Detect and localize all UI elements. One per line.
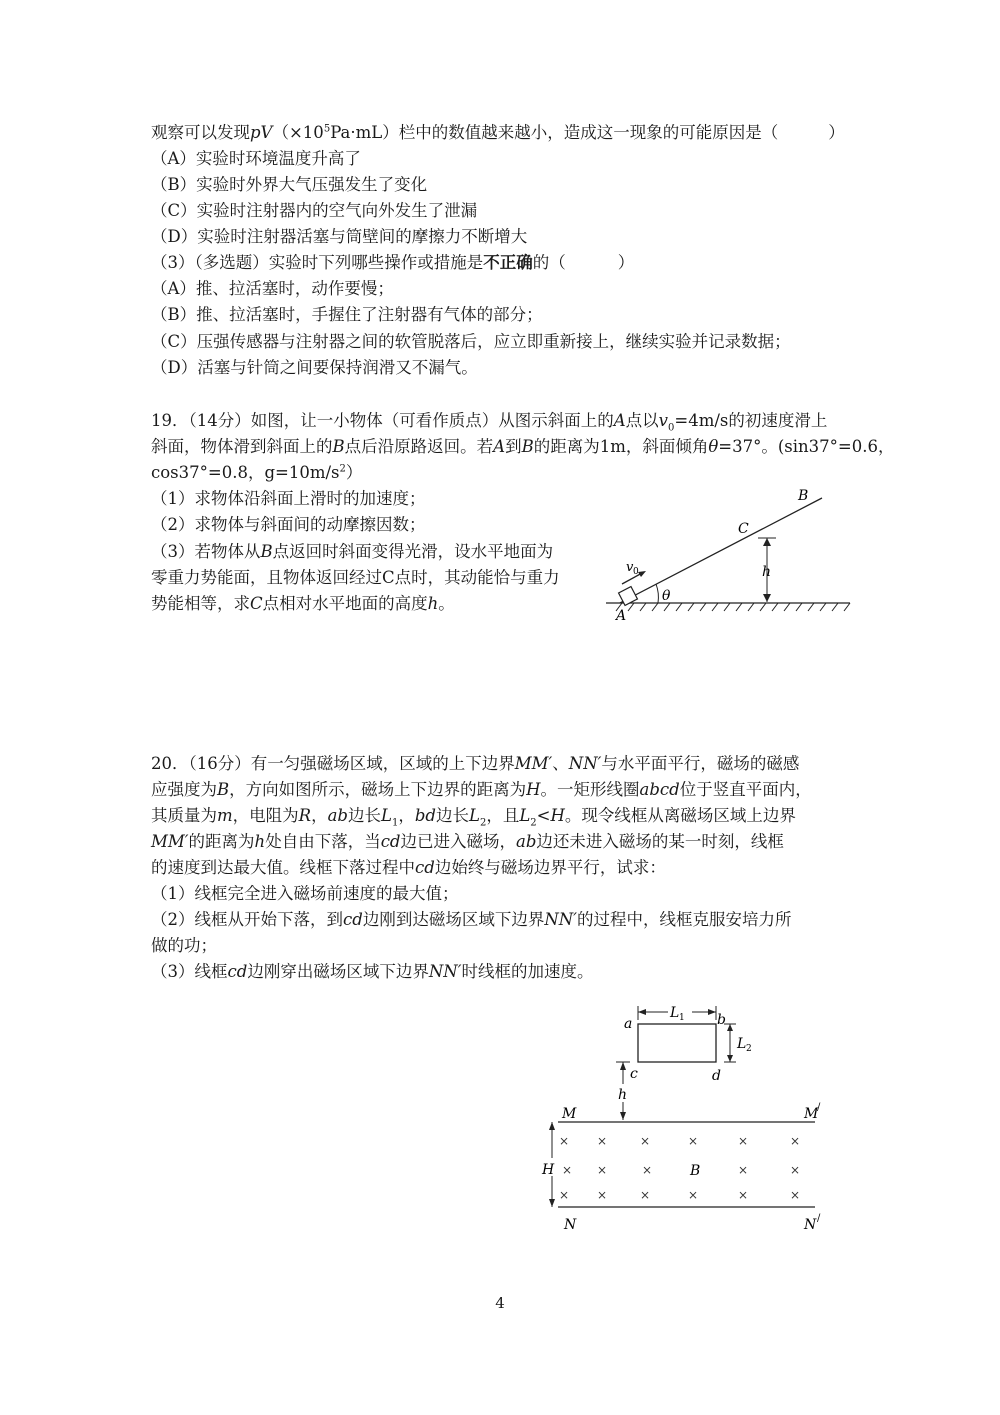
field-cross: × xyxy=(559,1188,570,1202)
q19-part3-line2: 零重力势能面，且物体返回经过C点时，其动能恰与重力 xyxy=(151,568,560,587)
q18-option-b: （B）实验时外界大气压强发生了变化 xyxy=(151,175,428,194)
l2-sub-label: 2 xyxy=(746,1044,752,1054)
field-cross: × xyxy=(688,1134,699,1148)
q18-sub3-option-d: （D）活塞与针筒之间要保持润滑又不漏气。 xyxy=(151,358,478,377)
q18-stem-line: 观察可以发现$pV(\times 10^5Pa\cdot mL)$栏中的数值越来越小，造成这一现象的可能原因是（ ） xyxy=(151,123,845,142)
corner-d-label: d xyxy=(712,1068,721,1084)
q18-option-c: （C）实验时注射器内的空气向外发生了泄漏 xyxy=(151,201,478,220)
q18-option-d: （D）实验时注射器活塞与筒壁间的摩擦力不断增大 xyxy=(151,227,528,246)
m-label: M xyxy=(562,1106,577,1122)
m-prime-mark: / xyxy=(817,1102,821,1113)
big-h-label: H xyxy=(542,1162,555,1178)
q19-part3-line1: （3）若物体从B点返回时斜面变得光滑，设水平地面为 xyxy=(151,542,554,561)
q20-part3: （3）线框cd边刚穿出磁场区域下边界NN′时线框的加速度。 xyxy=(151,962,594,981)
point-a-label: A xyxy=(616,608,627,624)
field-cross: × xyxy=(790,1188,801,1202)
h-label: h xyxy=(618,1087,628,1103)
field-cross: × xyxy=(559,1134,570,1148)
field-cross: × xyxy=(790,1163,801,1177)
field-crosses xyxy=(559,1134,800,1202)
field-cross: × xyxy=(597,1188,608,1202)
page-number: 4 xyxy=(495,1294,505,1312)
field-cross: × xyxy=(642,1163,653,1177)
m-prime-label: M xyxy=(804,1106,819,1122)
n-label: N xyxy=(564,1217,577,1233)
q20-stem-line5: 的速度到达最大值。线框下落过程中cd边始终与磁场边界平行，试求： xyxy=(151,858,666,877)
q20-stem-line2: 应强度为B，方向如图所示，磁场上下边界的距离为H。一矩形线圈abcd位于竖直平面内， xyxy=(151,780,812,799)
v0-sub-label: 0 xyxy=(633,567,639,577)
q19-part3-line3: 势能相等，求C点相对水平地面的高度h。 xyxy=(151,594,455,613)
field-b-label: B xyxy=(690,1163,701,1179)
field-cross: × xyxy=(738,1188,749,1202)
v0-label: v xyxy=(626,560,634,575)
field-cross: × xyxy=(790,1134,801,1148)
incline-line xyxy=(620,498,822,603)
field-cross: × xyxy=(688,1188,699,1202)
l1-label: L xyxy=(670,1005,680,1021)
field-cross: × xyxy=(738,1134,749,1148)
q18-sub3-stem: （3）（多选题）实验时下列哪些操作或措施是不正确的（ ） xyxy=(151,253,635,272)
q18-option-a: （A）实验时环境温度升高了 xyxy=(151,149,361,168)
coil-rectangle xyxy=(638,1024,716,1062)
field-cross: × xyxy=(738,1163,749,1177)
l1-sub-label: 1 xyxy=(679,1013,685,1023)
field-cross: × xyxy=(640,1188,651,1202)
q19-part1: （1）求物体沿斜面上滑时的加速度； xyxy=(151,489,426,508)
q20-part2-line1: （2）线框从开始下落，到cd边刚到达磁场区域下边界NN′的过程中，线框克服安培力所 xyxy=(151,910,792,929)
magnetic-field-figure xyxy=(530,1000,840,1240)
point-b-label: B xyxy=(798,488,809,504)
q19-stem-line2: 斜面，物体滑到斜面上的B点后沿原路返回。若A到B的距离为1m，斜面倾角θ=37°。(sin37°=0.6， xyxy=(151,437,895,456)
field-cross: × xyxy=(597,1134,608,1148)
q18-sub3-option-c: （C）压强传感器与注射器之间的软管脱落后，应立即重新接上，继续实验并记录数据； xyxy=(151,332,791,351)
h-label: h xyxy=(762,564,772,580)
corner-b-label: b xyxy=(717,1012,726,1028)
q18-sub3-option-a: （A）推、拉活塞时，动作要慢； xyxy=(151,279,394,298)
incline-figure xyxy=(600,480,860,625)
field-cross: × xyxy=(562,1163,573,1177)
theta-label: θ xyxy=(662,588,671,604)
q20-stem-line4: MM′的距离为h处自由下落，当cd边已进入磁场，ab边还未进入磁场的某一时刻，线框 xyxy=(151,832,784,851)
field-cross: × xyxy=(597,1163,608,1177)
field-cross: × xyxy=(640,1134,651,1148)
corner-c-label: c xyxy=(630,1066,638,1082)
q19-part2: （2）求物体与斜面间的动摩擦因数； xyxy=(151,515,426,534)
corner-a-label: a xyxy=(624,1016,633,1032)
l2-label: L xyxy=(737,1036,747,1052)
ground-hatching xyxy=(616,603,850,611)
q20-stem-line3: 其质量为m，电阻为R，ab边长$L_1$，bd边长$L_2$，且$L_2<H$。现令线框从离磁场区域上边界 xyxy=(151,806,796,829)
q19-stem-line1: 19．（14分）如图，让一小物体（可看作质点）从图示斜面上的A点以$v_0=4m/s$的初速度滑上 xyxy=(151,411,828,434)
q18-sub3-option-b: （B）推、拉活塞时，手握住了注射器有气体的部分； xyxy=(151,305,543,324)
n-prime-label: N xyxy=(804,1217,817,1233)
point-c-label: C xyxy=(738,521,749,537)
n-prime-mark: / xyxy=(817,1213,821,1224)
q20-stem-line1: 20．（16分）有一匀强磁场区域，区域的上下边界MM′、NN′与水平面平行，磁场的磁感 xyxy=(151,754,800,773)
q20-part2-line2: 做的功； xyxy=(151,936,217,955)
q20-part1: （1）线框完全进入磁场前速度的最大值； xyxy=(151,884,459,903)
q19-stem-line3: cos37°=0.8，$g=10m/s^2$） xyxy=(151,463,363,482)
